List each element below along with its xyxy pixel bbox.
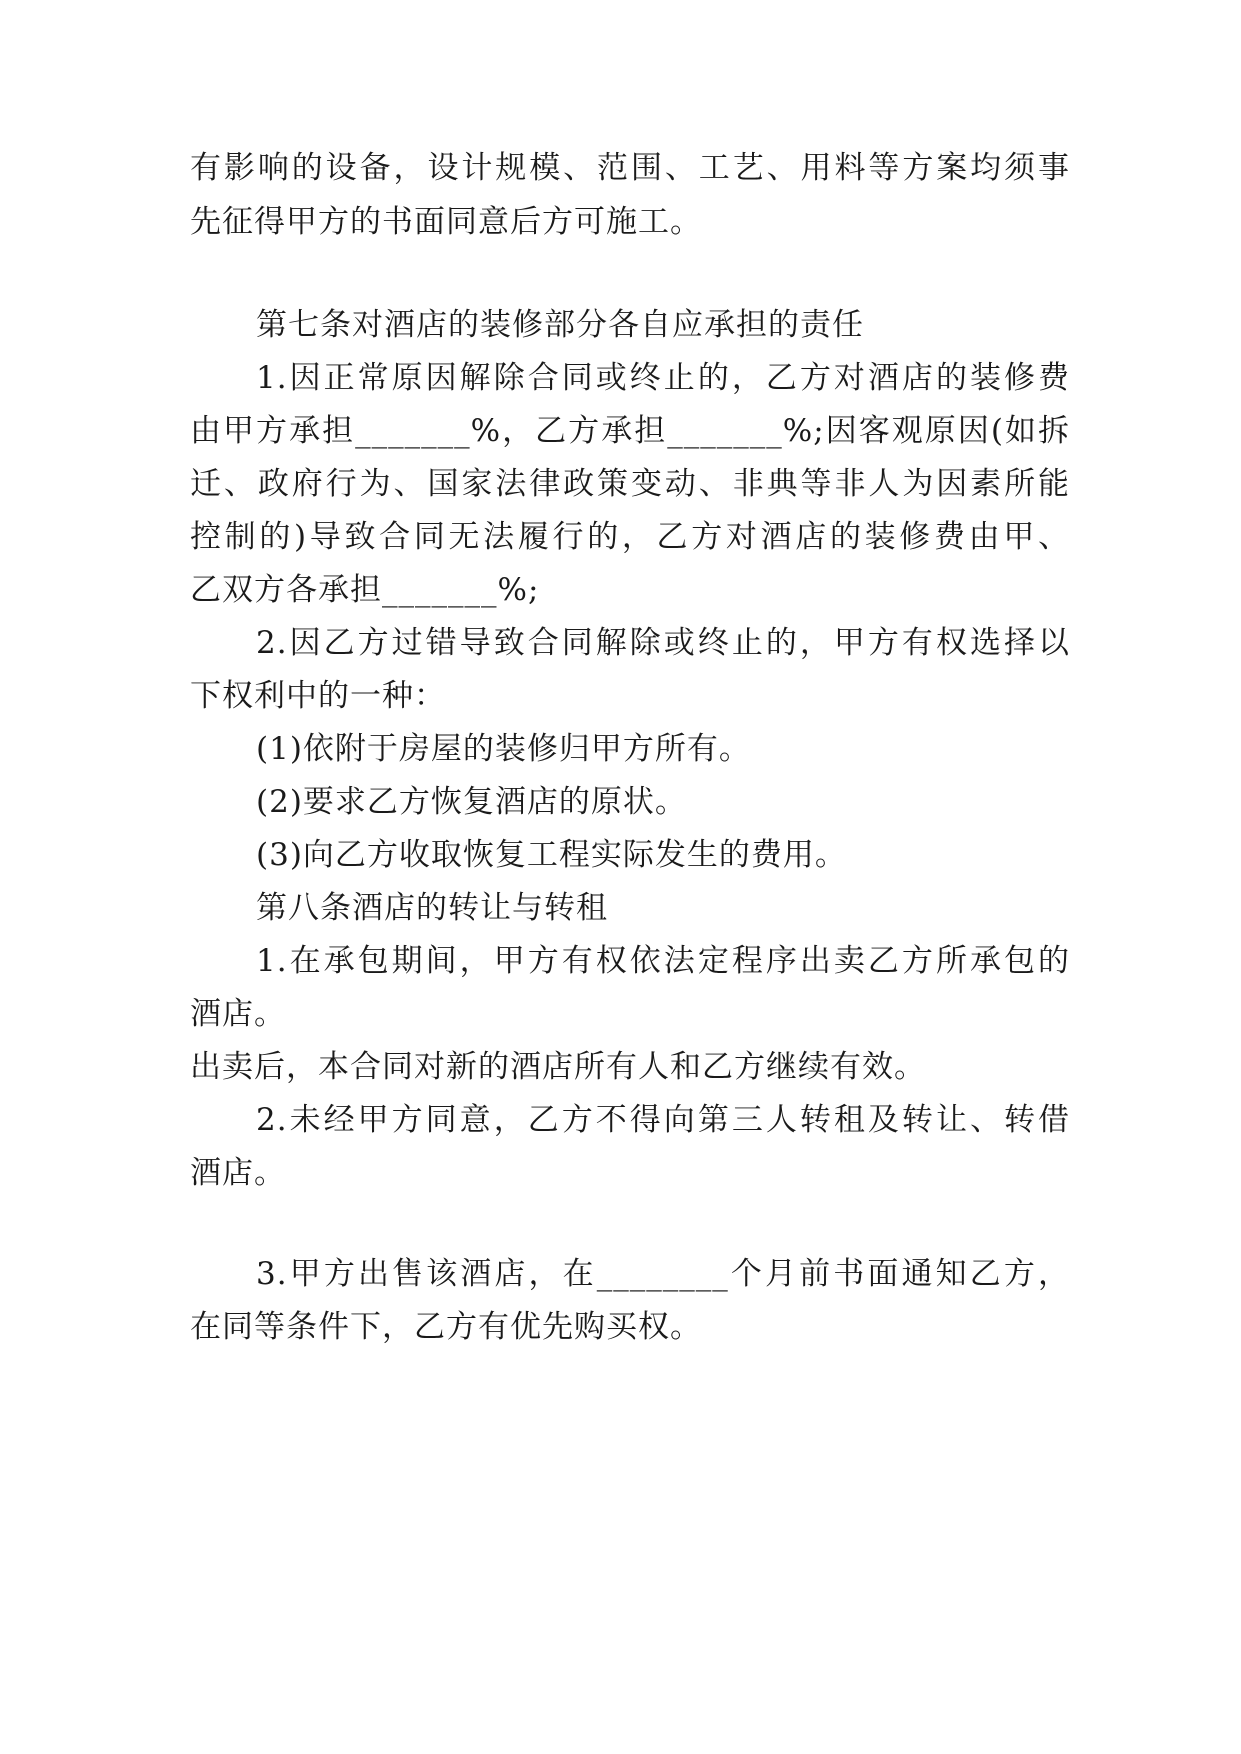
text-line: 2.因乙方过错导致合同解除或终止的，甲方有权选择以 (256, 625, 1070, 661)
article-heading: 第八条酒店的转让与转租 (256, 890, 608, 926)
list-item: (3)向乙方收取恢复工程实际发生的费用。 (256, 837, 847, 873)
text-line: 有影响的设备，设计规模、范围、工艺、用料等方案均须事 (190, 150, 1070, 186)
text-line: 下权利中的一种： (190, 678, 446, 714)
text-line: 乙双方各承担_______%; (190, 572, 540, 608)
text-line: 控制的)导致合同无法履行的，乙方对酒店的装修费由甲、 (190, 519, 1070, 555)
text-line: 酒店。 (190, 1155, 286, 1191)
list-item: (2)要求乙方恢复酒店的原状。 (256, 784, 687, 820)
text-line: 1.在承包期间，甲方有权依法定程序出卖乙方所承包的 (256, 943, 1070, 979)
text-line: 出卖后，本合同对新的酒店所有人和乙方继续有效。 (190, 1049, 926, 1085)
list-item: (1)依附于房屋的装修归甲方所有。 (256, 731, 751, 767)
text-line: 3.甲方出售该酒店，在________个月前书面通知乙方， (256, 1256, 1070, 1292)
text-line: 酒店。 (190, 996, 286, 1032)
text-line: 迁、政府行为、国家法律政策变动、非典等非人为因素所能 (190, 466, 1070, 502)
text-line: 1.因正常原因解除合同或终止的，乙方对酒店的装修费 (256, 360, 1070, 396)
text-line: 先征得甲方的书面同意后方可施工。 (190, 204, 702, 240)
text-line: 2.未经甲方同意，乙方不得向第三人转租及转让、转借 (256, 1102, 1070, 1138)
text-line: 在同等条件下，乙方有优先购买权。 (190, 1309, 702, 1345)
text-line: 由甲方承担_______%，乙方承担_______%;因客观原因(如拆 (190, 413, 1070, 449)
article-heading: 第七条对酒店的装修部分各自应承担的责任 (256, 307, 864, 343)
